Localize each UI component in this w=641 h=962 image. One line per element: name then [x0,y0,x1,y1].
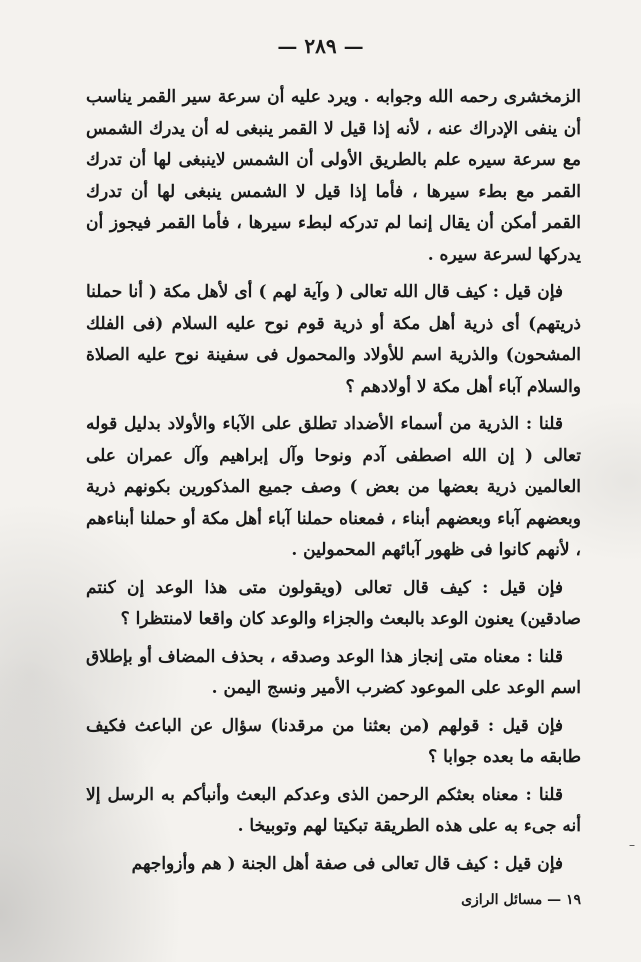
body-text [86,82,581,886]
paragraph: فإن قيل : كيف قال تعالى (ويقولون متى هذا الوعد إن كنتم صادقين) يعنون الوعد بالبعث والجزاء والوعد كان واقعا لامنتظرا ؟ [86,577,581,629]
paragraph: قلنا : الذرية من أسماء الأضداد تطلق على الآباء والأولاد بدليل قوله تعالى ( إن الله اصطفى آدم ونوحا وآل إبراهيم وآل عمران على العالمين ذرية بعضها من بعض ) وصف جميع المذكورين بكونهم ذرية وبعضهم آباء وبعضهم أبناء ، فمعناه حملنا آباء أهل مكة أو حملنا أبناءهم ، لأنهم كانوا فى ظهور آبائهم المحمولين . [86,414,581,560]
paragraph: قلنا : معناه متى إنجاز هذا الوعد وصدقه ، بحذف المضاف أو بإطلاق اسم الوعد على الموعود كضرب الأمير ونسج اليمن . [86,646,581,698]
footer-signature: ١٩ — مسائل الرازى [461,892,581,908]
paragraph: فإن قيل : كيف قال الله تعالى ( وآية لهم ) أى لأهل مكة ( أنا حملنا ذريتهم) أى ذرية أهل مكة أو ذرية قوم نوح عليه السلام (فى الفلك المشحون) والذرية اسم للأولاد والمحمول فى سفينة نوح عليه الصلاة والسلام آباء أهل مكة لا أولادهم ؟ [86,282,581,397]
paragraph: قلنا : معناه بعثكم الرحمن الذى وعدكم البعث وأنبأكم به الرسل إلا أنه جىء به على هذه الطريقة تبكيتا لهم وتوبيخا . [86,784,581,836]
page-number: — ٢٨٩ — [277,34,364,58]
paragraph: فإن قيل : كيف قال تعالى فى صفة أهل الجنة ( هم وأزواجهم [131,853,563,874]
paragraph: الزمخشرى رحمه الله وجوابه . ويرد عليه أن سرعة سير القمر يناسب أن ينفى الإدراك عنه ، لأنه إذا قيل لا القمر ينبغى له أن يدرك الشمس مع سرعة سيره علم بالطريق الأولى أن الشمس لاينبغى لها أن تدرك القمر مع بطء سيرها ، فأما إذا قيل لا الشمس ينبغى لها أن تدرك القمر أمكن أن يقال إنما لم تدركه لبطء سيرها ، فأما القمر فيجوز أن يدركها لسرعة سيره . [86,87,581,265]
paragraph: فإن قيل : قولهم (من بعثنا من مرقدنا) سؤال عن الباعث فكيف طابقه ما بعده جوابا ؟ [86,715,581,767]
margin-mark-icon: – [629,838,635,852]
